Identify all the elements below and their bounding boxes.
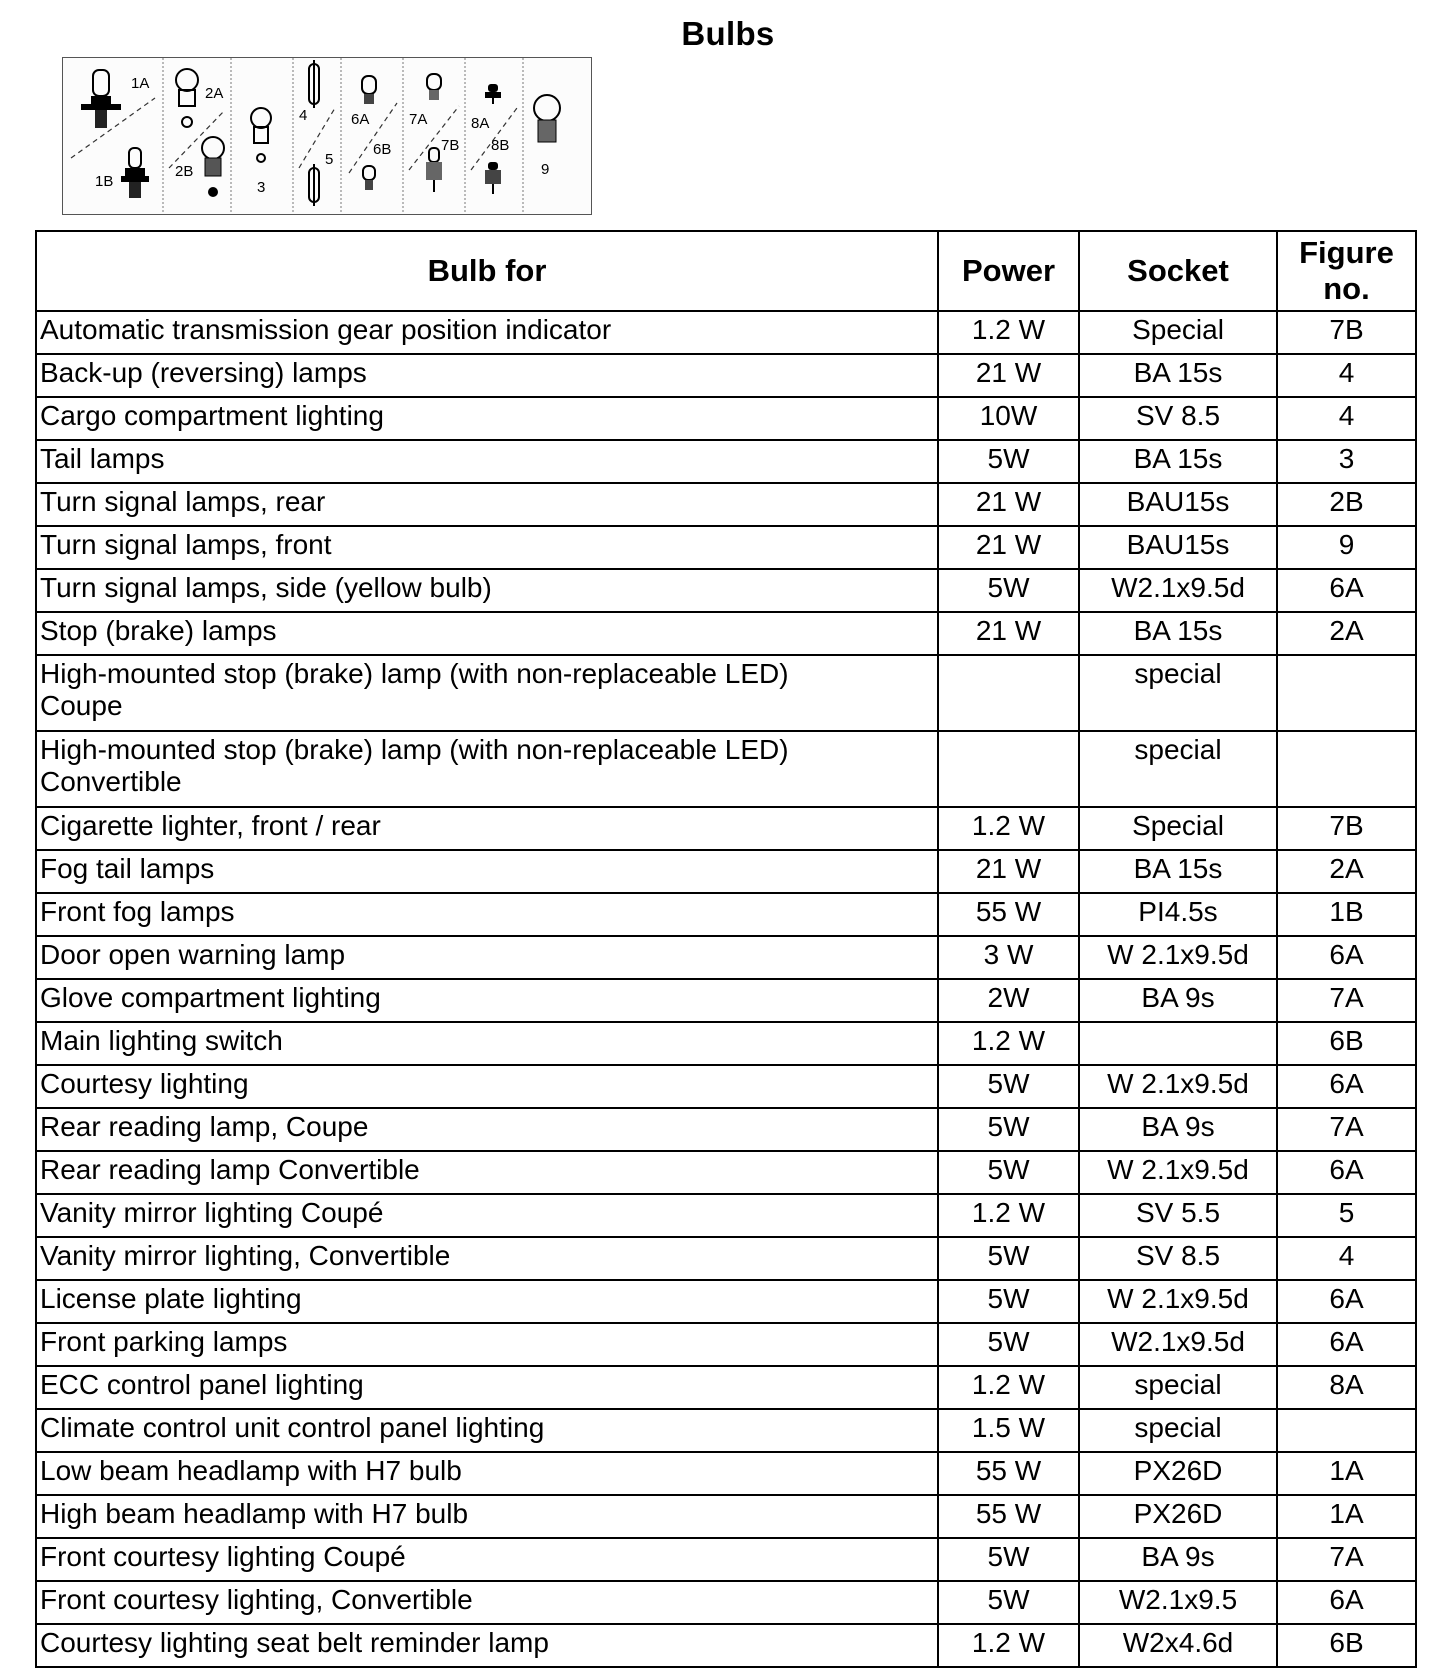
- cell-figure-no: 7A: [1277, 979, 1416, 1022]
- table-row: [36, 1108, 1416, 1151]
- bulb-9-icon: [534, 95, 560, 142]
- figure-label-5: 5: [325, 151, 334, 168]
- cell-bulb-for: [36, 1624, 938, 1667]
- cell-socket: Special: [1079, 311, 1277, 354]
- cell-figure-no: 3: [1277, 440, 1416, 483]
- table-row: [36, 483, 1416, 526]
- cell-power: 1.2 W: [938, 1022, 1079, 1065]
- table-row: [36, 850, 1416, 893]
- cell-bulb-for: [36, 1280, 938, 1323]
- table-row: [36, 731, 1416, 807]
- cell-socket: W2.1x9.5: [1079, 1581, 1277, 1624]
- figure-label-8a: 8A: [471, 115, 490, 132]
- table-row: [36, 1495, 1416, 1538]
- cell-bulb-for-text: Courtesy lighting seat belt reminder lamp: [40, 1627, 549, 1658]
- cell-bulb-for: [36, 979, 938, 1022]
- cell-bulb-for-text: Vanity mirror lighting, Convertible: [40, 1240, 451, 1271]
- cell-figure-no: 1B: [1277, 893, 1416, 936]
- cell-socket: BA 9s: [1079, 1538, 1277, 1581]
- cell-bulb-for-text: Front fog lamps: [40, 896, 235, 927]
- cell-figure-no: 6B: [1277, 1624, 1416, 1667]
- figure-label-6a: 6A: [351, 111, 370, 128]
- cell-figure-no: 4: [1277, 1237, 1416, 1280]
- cell-bulb-for-text: Tail lamps: [40, 443, 165, 474]
- cell-figure-no: 7A: [1277, 1108, 1416, 1151]
- cell-socket: W 2.1x9.5d: [1079, 1151, 1277, 1194]
- cell-power: 10W: [938, 397, 1079, 440]
- cell-socket: BA 15s: [1079, 612, 1277, 655]
- bulb-1a-icon: [81, 70, 121, 128]
- cell-socket: BAU15s: [1079, 483, 1277, 526]
- cell-bulb-for-text: License plate lighting: [40, 1283, 302, 1314]
- header-figure-line2: no.: [1323, 271, 1370, 306]
- cell-bulb-for-text: Back-up (reversing) lamps: [40, 357, 367, 388]
- cell-bulb-for: [36, 569, 938, 612]
- cell-bulb-for: [36, 1409, 938, 1452]
- table-row: [36, 1237, 1416, 1280]
- cell-power: 21 W: [938, 850, 1079, 893]
- bulb-1b-icon: [121, 148, 149, 198]
- cell-figure-no: 9: [1277, 526, 1416, 569]
- cell-bulb-for-text: Rear reading lamp Convertible: [40, 1154, 420, 1185]
- table-row: [36, 1151, 1416, 1194]
- bulb-2b-icon: [202, 137, 224, 197]
- cell-power: 5W: [938, 1237, 1079, 1280]
- table-row: [36, 1409, 1416, 1452]
- cell-socket: PX26D: [1079, 1495, 1277, 1538]
- cell-bulb-for: [36, 397, 938, 440]
- header-socket: Socket: [1079, 231, 1277, 311]
- table-row: [36, 1194, 1416, 1237]
- cell-power: 55 W: [938, 1495, 1079, 1538]
- cell-bulb-for: [36, 1065, 938, 1108]
- cell-figure-no: 8A: [1277, 1366, 1416, 1409]
- cell-bulb-for: [36, 311, 938, 354]
- cell-bulb-for: [36, 1366, 938, 1409]
- table-row: [36, 440, 1416, 483]
- cell-bulb-for-text: Front courtesy lighting, Convertible: [40, 1584, 473, 1615]
- cell-socket: W2.1x9.5d: [1079, 1323, 1277, 1366]
- cell-socket: W 2.1x9.5d: [1079, 1280, 1277, 1323]
- cell-figure-no: 1A: [1277, 1452, 1416, 1495]
- cell-figure-no: [1277, 731, 1416, 807]
- cell-power: 5W: [938, 1538, 1079, 1581]
- cell-power: 5W: [938, 1108, 1079, 1151]
- cell-socket: BAU15s: [1079, 526, 1277, 569]
- cell-bulb-for: [36, 483, 938, 526]
- header-power: Power: [938, 231, 1079, 311]
- bulb-6a-icon: [362, 76, 376, 104]
- cell-power: 21 W: [938, 354, 1079, 397]
- cell-socket: W2x4.6d: [1079, 1624, 1277, 1667]
- table-row: [36, 1452, 1416, 1495]
- table-row: [36, 311, 1416, 354]
- cell-socket: [1079, 1022, 1277, 1065]
- cell-socket: SV 8.5: [1079, 1237, 1277, 1280]
- cell-bulb-for: [36, 850, 938, 893]
- cell-socket: SV 8.5: [1079, 397, 1277, 440]
- cell-figure-no: 6A: [1277, 936, 1416, 979]
- cell-bulb-for-text: Cigarette lighter, front / rear: [40, 810, 381, 841]
- cell-figure-no: 7B: [1277, 311, 1416, 354]
- figure-label-1b: 1B: [95, 173, 114, 190]
- cell-bulb-for: [36, 655, 938, 731]
- bulb-table-body: [36, 311, 1416, 1667]
- cell-socket: BA 9s: [1079, 1108, 1277, 1151]
- cell-figure-no: [1277, 655, 1416, 731]
- cell-figure-no: [1277, 1409, 1416, 1452]
- cell-socket: special: [1079, 731, 1277, 807]
- cell-bulb-for: [36, 440, 938, 483]
- table-row: [36, 1538, 1416, 1581]
- figure-label-7a: 7A: [409, 111, 428, 128]
- cell-bulb-for: [36, 1022, 938, 1065]
- bulb-8a-icon: [485, 84, 501, 104]
- bulb-2a-icon: [176, 69, 198, 127]
- page-title: Bulbs: [681, 15, 775, 52]
- bulb-4-icon: [309, 60, 319, 108]
- table-row: [36, 1022, 1416, 1065]
- cell-power: 55 W: [938, 893, 1079, 936]
- cell-bulb-for-text: Climate control unit control panel lighting: [40, 1412, 545, 1443]
- cell-power: 1.2 W: [938, 311, 1079, 354]
- table-row: [36, 1280, 1416, 1323]
- cell-figure-no: 6A: [1277, 1065, 1416, 1108]
- bulb-7b-icon: [426, 148, 442, 192]
- cell-bulb-for-text: Door open warning lamp: [40, 939, 346, 970]
- table-row: [36, 655, 1416, 731]
- cell-socket: PI4.5s: [1079, 893, 1277, 936]
- cell-power: 5W: [938, 1581, 1079, 1624]
- cell-power: 5W: [938, 1151, 1079, 1194]
- table-row: [36, 979, 1416, 1022]
- cell-power: 3 W: [938, 936, 1079, 979]
- figure-label-6b: 6B: [373, 141, 392, 158]
- cell-power: 1.5 W: [938, 1409, 1079, 1452]
- cell-bulb-for: [36, 1151, 938, 1194]
- table-header-row: [36, 231, 1416, 311]
- figure-label-3: 3: [257, 179, 266, 196]
- figure-label-2a: 2A: [205, 85, 224, 102]
- figure-label-2b: 2B: [175, 163, 194, 180]
- cell-figure-no: 4: [1277, 354, 1416, 397]
- cell-bulb-for-text: Front courtesy lighting Coupé: [40, 1541, 406, 1572]
- cell-bulb-for: [36, 1452, 938, 1495]
- cell-figure-no: 2A: [1277, 612, 1416, 655]
- cell-power: 5W: [938, 440, 1079, 483]
- cell-socket: BA 9s: [1079, 979, 1277, 1022]
- cell-socket: SV 5.5: [1079, 1194, 1277, 1237]
- cell-power: 1.2 W: [938, 1194, 1079, 1237]
- cell-bulb-for-text-line2: Convertible: [40, 766, 182, 797]
- cell-power: 1.2 W: [938, 807, 1079, 850]
- bulb-8b-icon: [485, 162, 501, 194]
- cell-figure-no: 4: [1277, 397, 1416, 440]
- table-row: [36, 936, 1416, 979]
- table-row: [36, 807, 1416, 850]
- cell-figure-no: 6A: [1277, 1323, 1416, 1366]
- cell-bulb-for-text: Cargo compartment lighting: [40, 400, 384, 431]
- cell-bulb-for-text: High beam headlamp with H7 bulb: [40, 1498, 469, 1529]
- figure-label-8b: 8B: [491, 137, 510, 154]
- cell-power: 2W: [938, 979, 1079, 1022]
- cell-power: 55 W: [938, 1452, 1079, 1495]
- cell-figure-no: 6A: [1277, 1581, 1416, 1624]
- cell-power: 1.2 W: [938, 1366, 1079, 1409]
- cell-figure-no: 1A: [1277, 1495, 1416, 1538]
- cell-bulb-for-text: Stop (brake) lamps: [40, 615, 277, 646]
- cell-bulb-for: [36, 612, 938, 655]
- cell-power: 5W: [938, 1323, 1079, 1366]
- figure-label-7b: 7B: [441, 137, 460, 154]
- cell-bulb-for: [36, 731, 938, 807]
- table-row: [36, 1065, 1416, 1108]
- cell-bulb-for-text-line2: Coupe: [40, 690, 123, 721]
- cell-power: 5W: [938, 569, 1079, 612]
- bulb-7a-icon: [427, 74, 441, 100]
- cell-bulb-for: [36, 1108, 938, 1151]
- cell-socket: PX26D: [1079, 1452, 1277, 1495]
- bulb-5-icon: [309, 164, 319, 206]
- cell-power: 5W: [938, 1065, 1079, 1108]
- header-bulb-for: Bulb for: [36, 231, 938, 311]
- cell-bulb-for: [36, 1194, 938, 1237]
- cell-bulb-for-text: Vanity mirror lighting Coupé: [40, 1197, 384, 1228]
- cell-figure-no: 6B: [1277, 1022, 1416, 1065]
- cell-socket: W2.1x9.5d: [1079, 569, 1277, 612]
- cell-figure-no: 2B: [1277, 483, 1416, 526]
- table-row: [36, 1323, 1416, 1366]
- cell-bulb-for: [36, 1323, 938, 1366]
- table-row: [36, 893, 1416, 936]
- cell-bulb-for: [36, 936, 938, 979]
- cell-figure-no: 6A: [1277, 1151, 1416, 1194]
- table-row: [36, 1624, 1416, 1667]
- cell-figure-no: 6A: [1277, 1280, 1416, 1323]
- cell-socket: W 2.1x9.5d: [1079, 936, 1277, 979]
- cell-bulb-for-text: High-mounted stop (brake) lamp (with non-replaceable LED): [40, 658, 789, 689]
- cell-socket: special: [1079, 1366, 1277, 1409]
- cell-bulb-for-text: Turn signal lamps, front: [40, 529, 332, 560]
- cell-figure-no: 7A: [1277, 1538, 1416, 1581]
- table-row: [36, 612, 1416, 655]
- cell-socket: BA 15s: [1079, 850, 1277, 893]
- cell-power: 5W: [938, 1280, 1079, 1323]
- cell-power: 21 W: [938, 483, 1079, 526]
- cell-bulb-for: [36, 1538, 938, 1581]
- cell-bulb-for: [36, 1495, 938, 1538]
- cell-figure-no: 5: [1277, 1194, 1416, 1237]
- header-figure-no: [1277, 231, 1416, 311]
- table-row: [36, 569, 1416, 612]
- cell-bulb-for: [36, 354, 938, 397]
- cell-bulb-for: [36, 893, 938, 936]
- cell-bulb-for-text: High-mounted stop (brake) lamp (with non-replaceable LED): [40, 734, 789, 765]
- cell-bulb-for-text: Fog tail lamps: [40, 853, 215, 884]
- cell-bulb-for-text: Automatic transmission gear position indicator: [40, 314, 612, 345]
- cell-bulb-for-text: Front parking lamps: [40, 1326, 288, 1357]
- bulb-6b-icon: [363, 166, 375, 190]
- cell-socket: special: [1079, 655, 1277, 731]
- cell-bulb-for: [36, 1237, 938, 1280]
- cell-bulb-for-text: Main lighting switch: [40, 1025, 283, 1056]
- table-row: [36, 1366, 1416, 1409]
- cell-bulb-for-text: Rear reading lamp, Coupe: [40, 1111, 369, 1142]
- bulb-table: [35, 230, 1417, 1668]
- figure-label-1a: 1A: [131, 75, 150, 92]
- cell-socket: BA 15s: [1079, 354, 1277, 397]
- cell-power: 21 W: [938, 526, 1079, 569]
- cell-power: [938, 731, 1079, 807]
- cell-power: 1.2 W: [938, 1624, 1079, 1667]
- bulb-figure-strip: [62, 57, 592, 215]
- cell-socket: BA 15s: [1079, 440, 1277, 483]
- cell-figure-no: 2A: [1277, 850, 1416, 893]
- cell-socket: Special: [1079, 807, 1277, 850]
- cell-bulb-for-text: Low beam headlamp with H7 bulb: [40, 1455, 462, 1486]
- cell-bulb-for-text: Turn signal lamps, side (yellow bulb): [40, 572, 492, 603]
- table-row: [36, 526, 1416, 569]
- bulb-3-icon: [251, 108, 271, 162]
- cell-figure-no: 6A: [1277, 569, 1416, 612]
- cell-bulb-for-text: Courtesy lighting: [40, 1068, 249, 1099]
- cell-socket: W 2.1x9.5d: [1079, 1065, 1277, 1108]
- figure-label-4: 4: [299, 107, 308, 124]
- cell-bulb-for-text: Turn signal lamps, rear: [40, 486, 326, 517]
- header-figure-line1: Figure: [1299, 235, 1394, 270]
- bulb-figure-illustration: [63, 58, 591, 214]
- table-row: [36, 397, 1416, 440]
- cell-bulb-for: [36, 807, 938, 850]
- cell-bulb-for-text: ECC control panel lighting: [40, 1369, 364, 1400]
- cell-figure-no: 7B: [1277, 807, 1416, 850]
- cell-power: [938, 655, 1079, 731]
- cell-socket: special: [1079, 1409, 1277, 1452]
- cell-bulb-for-text: Glove compartment lighting: [40, 982, 381, 1013]
- cell-bulb-for: [36, 526, 938, 569]
- table-row: [36, 354, 1416, 397]
- cell-power: 21 W: [938, 612, 1079, 655]
- figure-label-9: 9: [541, 161, 550, 178]
